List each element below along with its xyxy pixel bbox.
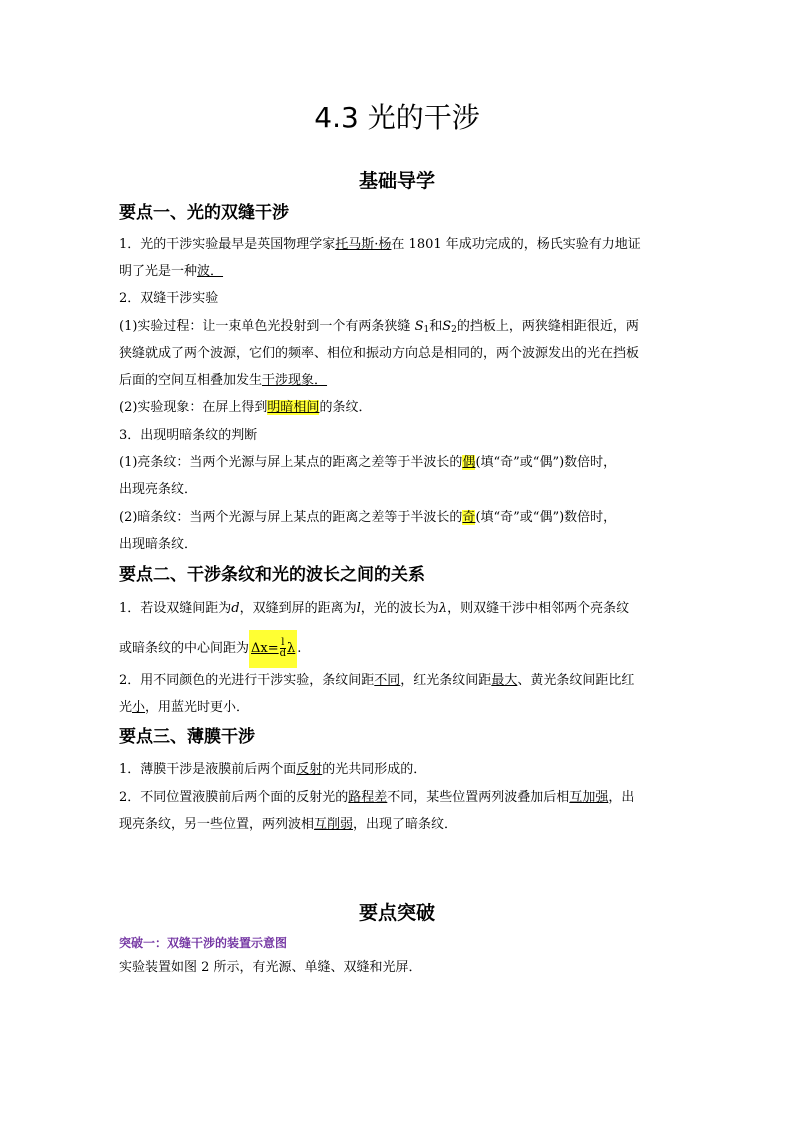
point2-line1 (119, 600, 684, 618)
answer-different: 不同 (374, 673, 401, 688)
slit-s1-sub: 1 (423, 325, 430, 335)
point1-line8: 3．出现明暗条纹的判断 (119, 428, 258, 443)
point1-heading: 要点一、光的双缝干涉 (119, 203, 289, 223)
text: 的挡板上，两狭缝相距很近，两 (456, 319, 639, 334)
var-l: l (356, 601, 361, 616)
text: 光 (119, 700, 133, 715)
text: 或暗条纹的中心间距为 (119, 641, 250, 656)
answer-interference: 干涉现象． (262, 373, 328, 388)
slit-s2-sub: 2 (451, 325, 457, 335)
point3-line2 (119, 789, 684, 807)
text: 和 (429, 319, 443, 334)
point1-line9 (119, 454, 684, 472)
text: (填“奇”或“偶”)数倍时， (475, 455, 617, 470)
text: 不同，某些位置两列波叠加后相 (387, 790, 570, 805)
text: 明了光是一种 (119, 264, 198, 279)
text: ，则双缝干涉中相邻两个亮条纹 (447, 601, 630, 616)
section-title-basics: 基础导学 (358, 170, 435, 192)
text: 、黄光条纹间距比红 (517, 673, 635, 688)
formula-dx: Δx= (251, 641, 279, 656)
text: ，出现了暗条纹． (353, 817, 458, 832)
formula-fraction (280, 638, 286, 659)
point1-line7 (119, 399, 684, 417)
point3-line1 (119, 761, 684, 779)
text: (1)亮条纹：当两个光源与屏上某点的距离之差等于半波长的 (119, 455, 463, 470)
answer-path-difference: 路程差 (348, 790, 388, 805)
slit-s1: S (414, 319, 424, 334)
text: (1)实验过程：让一束单色光投射到一个有两条狭缝 (119, 319, 411, 334)
point2-line4 (119, 699, 684, 717)
point1-line2 (119, 263, 684, 281)
point3-heading: 要点三、薄膜干涉 (119, 727, 255, 747)
answer-weaken: 互削弱 (314, 817, 354, 832)
formula-numerator: l (281, 637, 285, 648)
text: 1．光的干涉实验最早是英国物理学家 (119, 237, 336, 252)
answer-scientist: 托马斯·杨 (335, 237, 392, 252)
breakthrough1-text: 实验装置如图 2 所示，有光源、单缝、双缝和光屏． (119, 960, 422, 975)
var-lambda: λ (438, 601, 448, 616)
point1-line1 (119, 236, 684, 254)
text: ，出 (608, 790, 635, 805)
point1-line5: 狭缝就成了两个波源，它们的频率、相位和振动方向总是相同的，两个波源发出的光在挡板 (119, 346, 640, 361)
text: 的条纹． (319, 400, 372, 415)
section-title-breakthrough: 要点突破 (358, 902, 435, 924)
answer-odd: 奇 (462, 510, 476, 525)
text: (2)暗条纹：当两个光源与屏上某点的距离之差等于半波长的 (119, 510, 463, 525)
text: 现亮条纹，另一些位置，两列波相 (119, 817, 315, 832)
point1-line10: 出现亮条纹． (119, 482, 198, 497)
answer-even: 偶 (462, 455, 476, 470)
point1-line4 (119, 318, 684, 339)
text: 2．用不同颜色的光进行干涉实验，条纹间距 (119, 673, 375, 688)
answer-wave: 波． (197, 264, 224, 279)
text: ，红光条纹间距 (400, 673, 492, 688)
point2-heading: 要点二、干涉条纹和光的波长之间的关系 (119, 565, 425, 585)
answer-largest: 最大 (491, 673, 518, 688)
formula-lambda: λ (287, 641, 296, 656)
text: 1．若设双缝间距为 (119, 601, 232, 616)
text: 1．薄膜干涉是液膜前后两个面 (119, 762, 297, 777)
text: 2．不同位置液膜前后两个面的反射光的 (119, 790, 349, 805)
point2-line2 (119, 630, 684, 662)
text: ，光的波长为 (360, 601, 439, 616)
point1-line3: 2．双缝干涉实验 (119, 291, 219, 306)
var-d: d (231, 601, 240, 616)
point2-line3 (119, 672, 684, 690)
answer-smaller: 小 (132, 700, 146, 715)
point3-line3 (119, 816, 684, 834)
point1-line6 (119, 372, 684, 390)
text: ，双缝到屏的距离为 (239, 601, 357, 616)
breakthrough1-title: 突破一：双缝干涉的装置示意图 (119, 936, 288, 950)
answer-reinforce: 互加强 (569, 790, 609, 805)
formula-denominator: d (279, 648, 287, 659)
slit-s2: S (442, 319, 452, 334)
text: (2)实验现象：在屏上得到 (119, 400, 268, 415)
point1-line11 (119, 509, 684, 527)
fringe-spacing-formula (249, 630, 297, 668)
answer-reflection: 反射 (296, 762, 323, 777)
text: 的光共同形成的． (322, 762, 427, 777)
text: ，用蓝光时更小． (145, 700, 250, 715)
answer-alternating: 明暗相间 (267, 400, 320, 415)
text: 后面的空间互相叠加发生 (119, 373, 263, 388)
text: 在 1801 年成功完成的，杨氏实验有力地证 (391, 237, 641, 252)
page-title: 4.3 光的干涉 (314, 101, 480, 134)
text: (填“奇”或“偶”)数倍时， (475, 510, 617, 525)
point1-line12: 出现暗条纹． (119, 537, 198, 552)
text: . (297, 641, 302, 656)
